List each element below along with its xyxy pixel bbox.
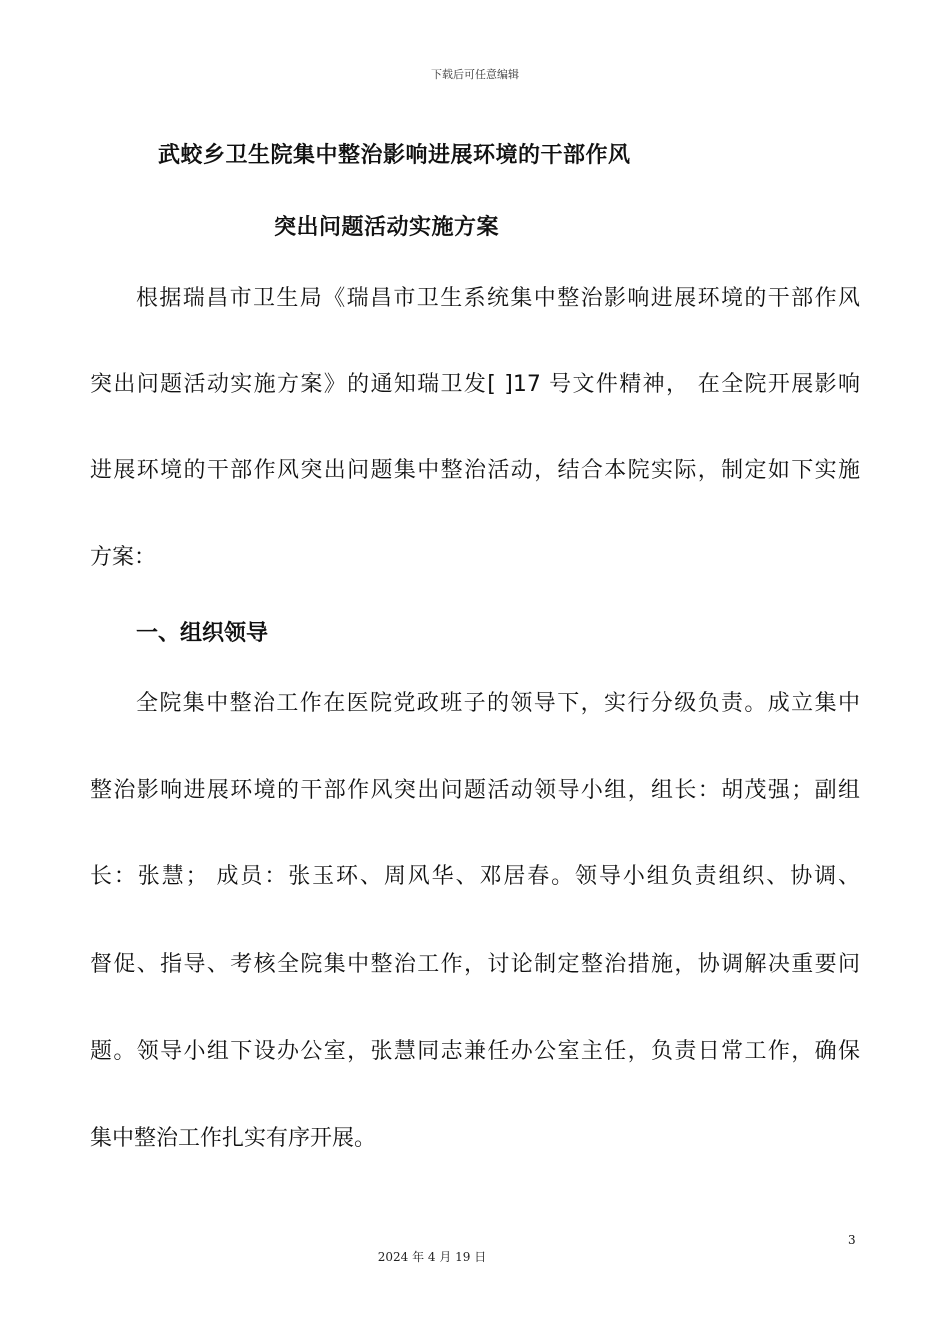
intro-line-1: 根据瑞昌市卫生局《瑞昌市卫生系统集中整治影响进展环境的干部作风 [136,286,860,311]
section1-line-6: 集中整治工作扎实有序开展。 [90,1126,377,1151]
section1-line-2: 整治影响进展环境的干部作风突出问题活动领导小组，组长：胡茂强；副组 [90,778,860,803]
intro-line-3: 进展环境的干部作风突出问题集中整治活动，结合本院实际，制定如下实施 [90,458,860,483]
footer-date: 2024 年 4 月 19 日 [377,1250,487,1264]
section-heading-organization: 一、组织领导 [136,621,269,646]
page-number: 3 [848,1233,856,1247]
section1-line-1: 全院集中整治工作在医院党政班子的领导下，实行分级负责。成立集中 [136,691,860,716]
section1-line-3: 长：张慧； 成员：张玉环、周风华、邓居春。领导小组负责组织、协调、 [90,864,860,889]
section1-line-5: 题。领导小组下设办公室，张慧同志兼任办公室主任，负责日常工作，确保 [90,1039,860,1064]
document-title-line-2: 突出问题活动实施方案 [274,215,500,240]
intro-line-2: 突出问题活动实施方案》的通知瑞卫发[ ]17 号文件精神， 在全院开展影响 [90,372,860,397]
intro-line-4: 方案： [90,545,157,570]
section1-line-4: 督促、指导、考核全院集中整治工作，讨论制定整治措施，协调解决重要问 [90,952,860,977]
document-title-line-1: 武蛟乡卫生院集中整治影响进展环境的干部作风 [158,143,631,168]
page-header: 下载后可任意编辑 [431,68,519,81]
